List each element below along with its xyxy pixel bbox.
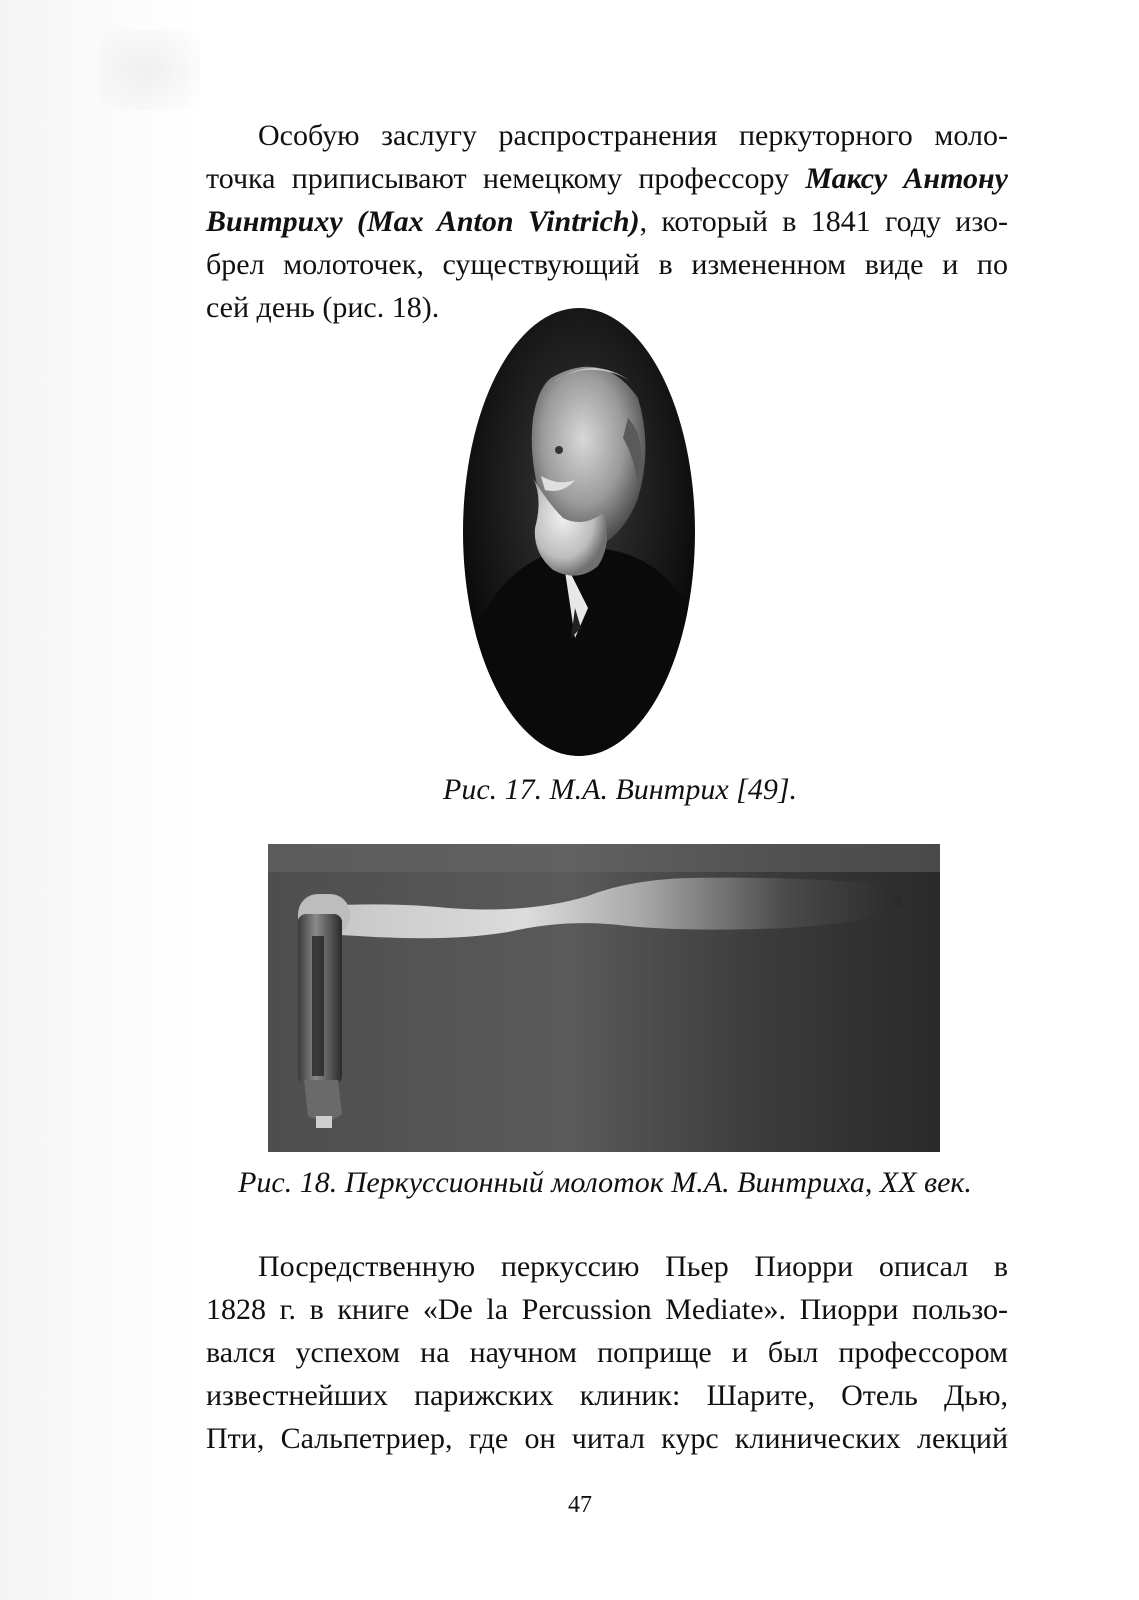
- figure-17-caption: Рис. 17. М.А. Винтрих [49].: [443, 773, 797, 806]
- scan-smudge: [100, 30, 200, 110]
- emphasis-name: Винтриху (Max Anton Vintrich): [206, 205, 640, 238]
- text-span: , который в 1841 году изо-: [639, 205, 1008, 238]
- vintrich-portrait-image: [463, 308, 695, 756]
- text-line: 1828 г. в книге «De la Percussion Mediate». Пиорри пользо-: [206, 1293, 1008, 1326]
- text-line: Посредственную перкуссию Пьер Пиорри описал в: [258, 1250, 1008, 1283]
- text-span: точка приписывают немецкому профессору: [206, 162, 806, 195]
- text-line: Особую заслугу распространения перкуторного моло-: [258, 119, 1008, 152]
- text-line: известнейших парижских клиник: Шарите, Отель Дью,: [206, 1379, 1008, 1412]
- scan-edge-shadow: [0, 0, 200, 1600]
- paragraph-piorry: [206, 1245, 1008, 1460]
- page-number: 47: [568, 1492, 592, 1518]
- text-line: [206, 200, 1008, 243]
- text-line: вался успехом на научном поприще и был профессором: [206, 1336, 1008, 1369]
- text-line: Пти, Сальпетриер, где он читал курс клинических лекций: [206, 1422, 1008, 1455]
- paragraph-vintrich: [206, 114, 1008, 329]
- text-line: брел молоточек, существующий в измененном виде и по: [206, 248, 1008, 281]
- emphasis-name: Максу Антону: [805, 162, 1008, 195]
- percussion-hammer-image: [268, 844, 940, 1152]
- text-line: [206, 157, 1008, 200]
- figure-18-caption: Рис. 18. Перкуссионный молоток М.А. Винтриха, XX век.: [238, 1166, 972, 1199]
- text-line: сей день (рис. 18).: [206, 291, 440, 324]
